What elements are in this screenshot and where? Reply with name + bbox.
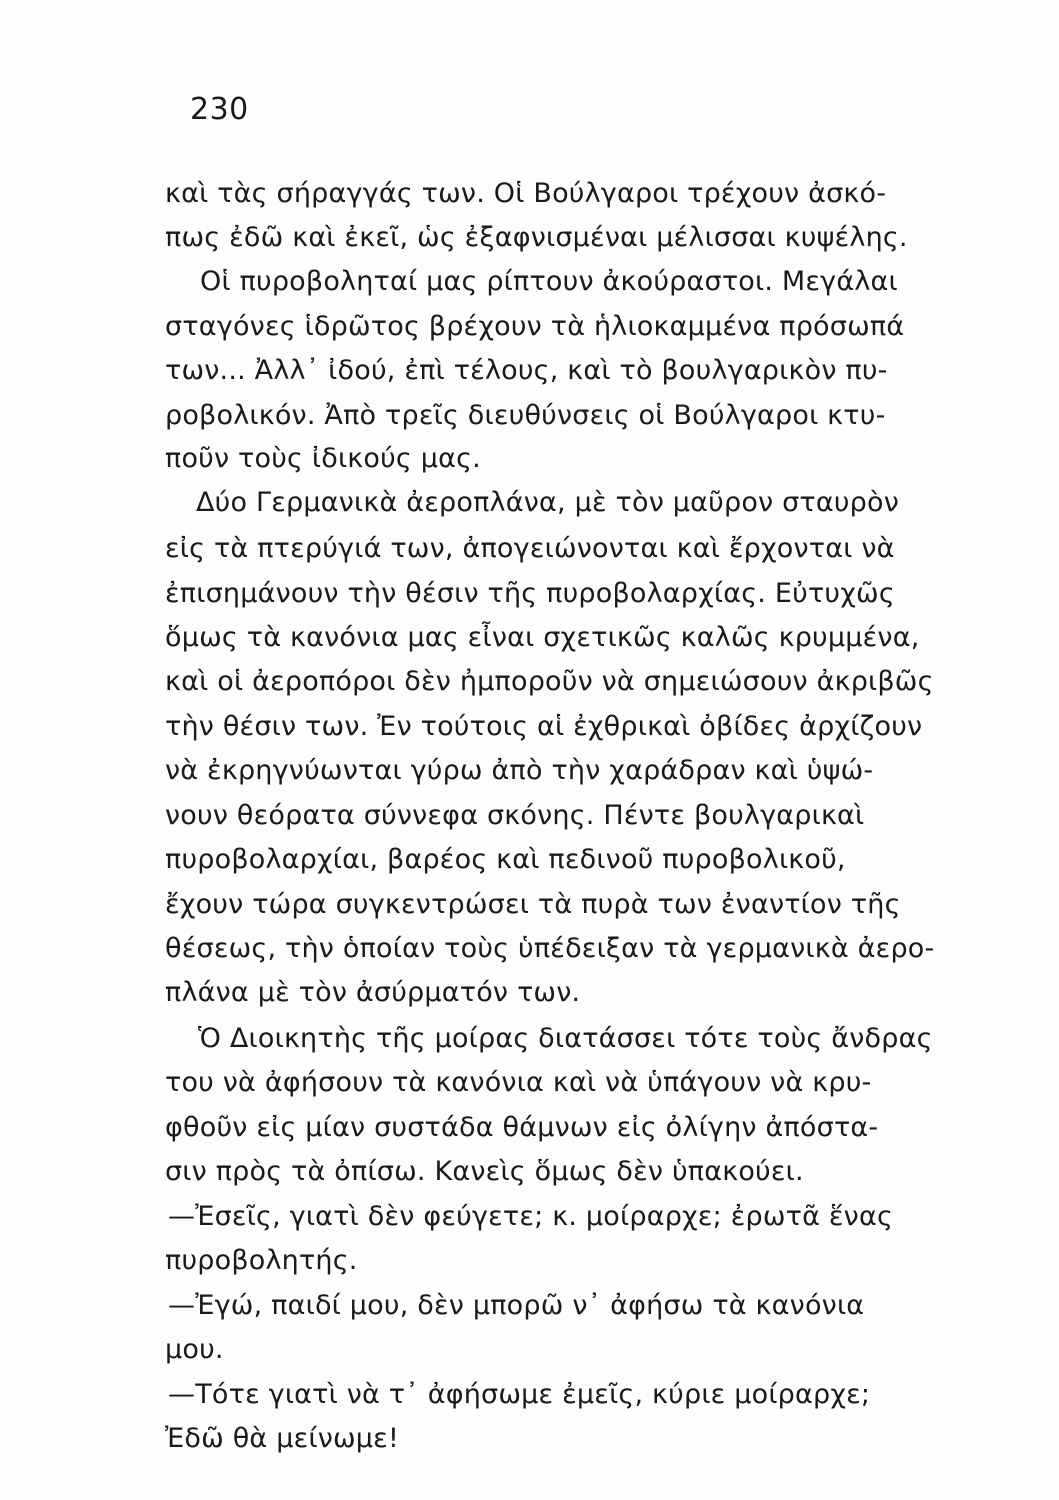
text-line: τὴν θέσιν των. Ἐν τούτοις αἱ ἐχθρικαὶ ὀβίδες ἀρχίζουν <box>165 711 923 742</box>
text-line: νὰ ἐκρηγνύωνται γύρω ἀπὸ τὴν χαράδραν καὶ ὑψώ- <box>165 755 874 786</box>
text-line: καὶ οἱ ἀεροπόροι δὲν ἠμποροῦν νὰ σημειώσουν ἀκριβῶς <box>165 666 934 697</box>
text-line: πυροβολητής. <box>165 1245 358 1276</box>
text-line: νουν θεόρατα σύννεφα σκόνης. Πέντε βουλγαρικαὶ <box>165 800 865 831</box>
text-line: πως ἐδῶ καὶ ἐκεῖ, ὡς ἐξαφνισμέναι μέλισσαι κυψέλης. <box>165 222 908 253</box>
dialogue-line: —Ἐγώ, παιδί μου, δὲν μπορῶ ν᾽ ἀφήσω τὰ κανόνια <box>168 1290 865 1321</box>
text-line: πλάνα μὲ τὸν ἀσύρματόν των. <box>165 977 581 1008</box>
text-line: καὶ τὰς σήραγγάς των. Οἱ Βούλγαροι τρέχουν ἀσκό- <box>165 178 887 209</box>
text-line: μου. <box>165 1334 224 1365</box>
text-line: ὅμως τὰ κανόνια μας εἶναι σχετικῶς καλῶς κρυμμένα, <box>165 622 920 653</box>
text-line: φθοῦν εἰς μίαν συστάδα θάμνων εἰς ὀλίγην ἀπόστα- <box>165 1112 879 1143</box>
text-line: Ἐδῶ θὰ μείνωμε! <box>165 1423 400 1454</box>
dialogue-line: —Ἐσεῖς, γιατὶ δὲν φεύγετε; κ. μοίραρχε; ἐρωτᾶ ἕνας <box>168 1201 893 1232</box>
text-line: θέσεως, τὴν ὁποίαν τοὺς ὑπέδειξαν τὰ γερμανικὰ ἀερο- <box>165 933 935 964</box>
text-line: του νὰ ἀφήσουν τὰ κανόνια καὶ νὰ ὑπάγουν νὰ κρυ- <box>165 1067 872 1098</box>
text-line: Δύο Γερμανικὰ ἀεροπλάνα, μὲ τὸν μαῦρον σταυρὸν <box>196 487 900 518</box>
text-line: Οἱ πυροβοληταί μας ρίπτουν ἀκούραστοι. Μεγάλαι <box>200 266 898 297</box>
text-line: ἐπισημάνουν τὴν θέσιν τῆς πυροβολαρχίας. Εὐτυχῶς <box>165 578 895 609</box>
text-line: ἔχουν τώρα συγκεντρώσει τὰ πυρὰ των ἐναντίον τῆς <box>165 889 901 920</box>
text-line: εἰς τὰ πτερύγιά των, ἀπογειώνονται καὶ ἔρχονται νὰ <box>165 533 895 564</box>
text-line: Ὁ Διοικητὴς τῆς μοίρας διατάσσει τότε τοὺς ἄνδρας <box>198 1023 933 1054</box>
text-line: σιν πρὸς τὰ ὀπίσω. Κανεὶς ὅμως δὲν ὑπακούει. <box>165 1156 804 1187</box>
page-number: 230 <box>190 92 249 127</box>
text-line: ροβολικόν. Ἀπὸ τρεῖς διευθύνσεις οἱ Βούλγαροι κτυ- <box>165 400 886 431</box>
text-line: ποῦν τοὺς ἰδικούς μας. <box>165 443 481 474</box>
text-line: σταγόνες ἱδρῶτος βρέχουν τὰ ἡλιοκαμμένα πρόσωπά <box>165 311 905 342</box>
text-line: πυροβολαρχίαι, βαρέος καὶ πεδινοῦ πυροβολικοῦ, <box>165 844 846 875</box>
text-line: των... Ἀλλ᾽ ἰδού, ἐπὶ τέλους, καὶ τὸ βουλγαρικὸν πυ- <box>165 355 888 386</box>
dialogue-line: —Τότε γιατὶ νὰ τ᾽ ἀφήσωμε ἐμεῖς, κύριε μοίραρχε; <box>168 1379 871 1410</box>
